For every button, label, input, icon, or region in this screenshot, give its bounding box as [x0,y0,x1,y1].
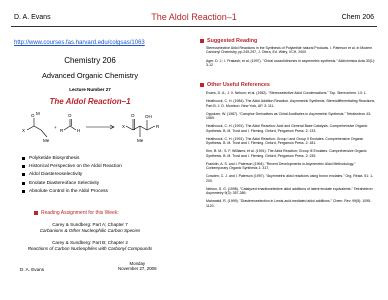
list-item: Enolate Diastereoface Selectivity [22,181,122,186]
list-item: Aldol Diastereoselectivity [22,172,122,177]
reference-item: Stereoselective Aldol Reactions in the Synthesis of Polyketide natural Products. I. Paterson et al. in Modern Carbonyl Chemistry, pp.249-297, J. Otera, Ed. Wiley, VCH, 2000 [206,46,373,55]
header-rule [11,26,377,27]
bond [27,126,34,130]
atom-label: Me [43,138,50,143]
atom-label: X [122,124,126,129]
suggested-reading-heading: Suggested Reading [200,38,257,44]
course-url-link[interactable]: http://www.courses.fas.harvard.edu/colgsas/1063 [14,40,145,46]
atom-label: X [22,128,26,133]
footer-date: Monday November 27, 2006 [118,261,157,272]
list-item: Absolute Control in the Aldol Process [22,189,122,194]
other-references-list [206,91,376,212]
lecture-title: The Aldol Reaction–1 [49,97,131,106]
bond [126,126,133,130]
reference-item: Mahrwald, R. (1999). "Diastereoselection in Lewis-acid-mediated aldol additions." Chem. Rev. 99(5): 1095-1120. [206,199,372,208]
bond [147,126,155,130]
course-header: Chem 206 [341,14,374,21]
section-marker-icon [200,39,204,43]
reference-item: Oppolzer, W. (1987). "Camphor Derivatives as Chiral Auxiliaries in Asymmetric Synthesis." Tetrahedron 43: 1969. [206,111,372,120]
footer-author: D. A. Evans [20,267,45,272]
aldol-reaction-scheme [14,110,182,146]
reference-item: Franklin, A. S. and I. Paterson (1994). "Recent Developments in Asymmetric Aldol Methodology." Contemporary Organic Synthesis 1: 317. [206,161,356,170]
course-name: Advanced Organic Chemistry [41,71,139,80]
atom-label: R [60,128,64,133]
other-references-heading: Other Useful References [200,82,270,88]
document-title: The Aldol Reaction–1 [151,12,237,22]
reference-item: Kim, B. M.; S. F. Williams; et al. (1991). The Aldol Reaction: Group III Enolates. Comprehensive Organic Synthesis. B. M. Trost and I. Fleming. Oxford, Pergamon Press. 2: 239. [206,149,367,158]
reference-item: Evans, D. A.; J. V. Nelson; et al. (1982). "Stereoselective Aldol Condensations." Top. Stereochem. 13: 1. [206,91,367,95]
reference-item: Ager, D. J.; I. Prakash; et al. (1997). "Chiral oxazolidinones in asymmetric synthesis." Aldrichimica Acta 30(1): 3-12 [206,58,375,67]
bullet-icon [22,173,25,176]
suggested-reading-list [206,46,376,71]
reading-carey-b: Carey & Sundberg: Part B; Chapter 2 Reactions of Carbon Nucleophiles with Carbonyl Compounds [27,240,153,251]
reference-item: Cowden, C. J. and I. Paterson (1997). "Asymmetric aldol reactions using boron enolates." Org. React. 51: 1-200. [206,174,374,183]
atom-label: O [131,113,135,118]
reading-carey-a: Carey & Sundberg: Part A; Chapter 7 Carbanions & Other Nucleophilic Carbon Species [39,222,141,233]
plus-sign: + [54,125,57,130]
section-marker-icon [34,211,38,215]
bullet-icon [22,182,25,185]
list-item: Historical Perspective on the Aldol Reaction [22,164,122,169]
bond [41,130,47,137]
atom-label: H [77,128,81,133]
reference-item: Heathcock, C. H. (1984). The Aldol Addition Reaction. Asymmetric Synthesis. Stereodifferentiating Reactions, Part B. J. D. Morrison. New York, AP. 3: 111. [206,99,376,108]
bond [133,126,140,130]
bullet-icon [22,157,25,160]
atom-label: OH [145,114,152,119]
author-header: D. A. Evans [14,14,51,21]
atom-label: O [68,113,72,118]
bond [64,126,70,130]
atom-label: M [36,111,40,116]
bond [34,126,41,130]
atom-label: Me [137,138,144,143]
reading-assignment-heading: Reading Assignment for this Week: [34,210,119,216]
bullet-icon [22,165,25,168]
bond [140,126,147,130]
bullet-icon [22,190,25,193]
atom-label: R [156,124,160,129]
section-marker-icon [200,83,204,87]
atom-label: O [31,113,35,118]
bond [70,126,76,130]
course-number: Chemistry 206 [64,56,116,65]
reference-item: Nelson, S. G. (1998). "Catalyzed enantioselective aldol additions of latent enolate equivalents." Tetrahedron: Asymmetry 9(3): 357-389. [206,186,374,195]
reference-item: Heathcock, C. H. (1991). The Aldol Reaction: Acid and General Base Catalysis. Comprehensive Organic Synthesis. B. M. Trost and I. Fleming. Oxford, Pergamon Press. 2: 133. [206,124,368,133]
lecture-number: Lecture Number 27 [69,87,111,92]
reference-item: Heathcock, C. H. (1991). The Aldol Reaction: Group I and Group II Enolates. Comprehensive Organic Synthesis. B. M. Trost and I. Fleming. Oxford, Pergamon Press. 2: 181. [206,136,364,145]
topic-list [22,156,122,197]
list-item: Polyketide Biosynthesis [22,156,122,161]
